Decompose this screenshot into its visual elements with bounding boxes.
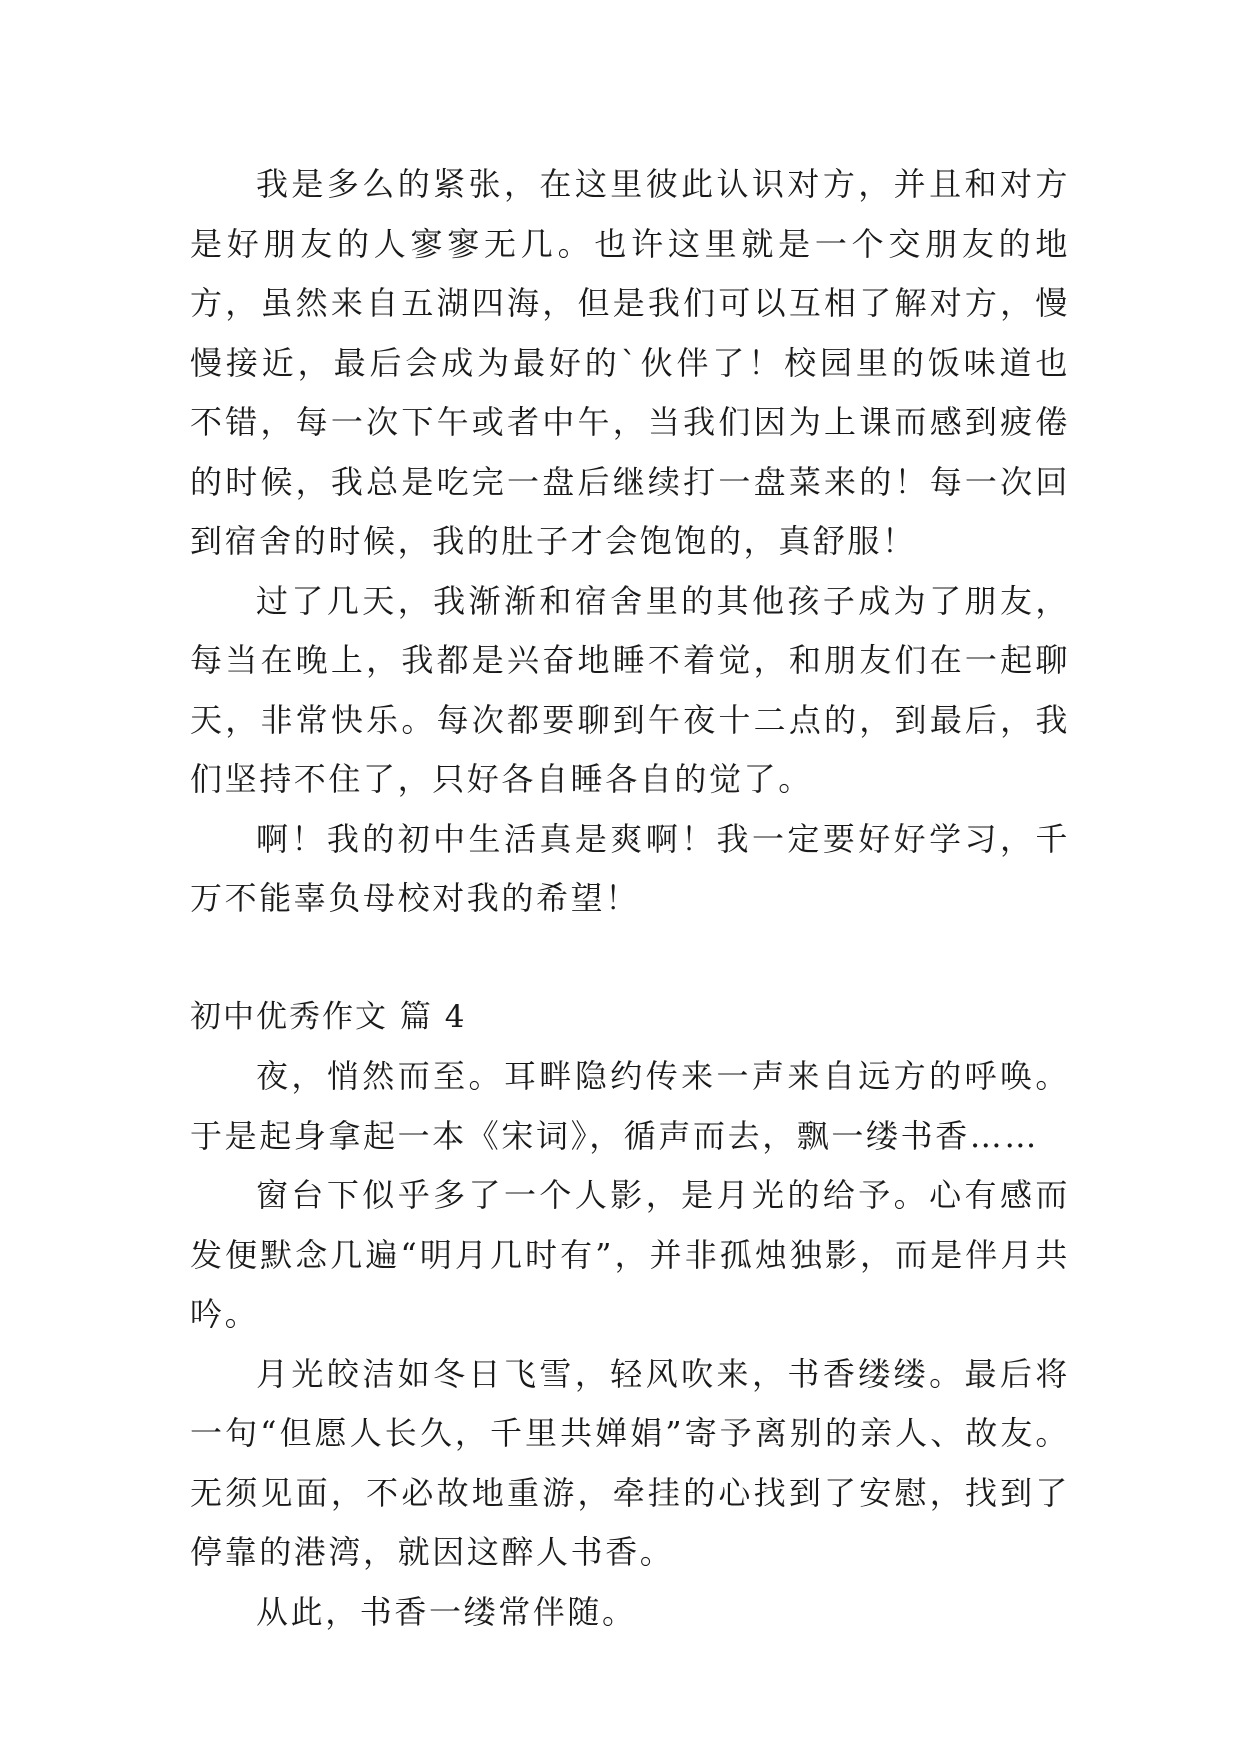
paragraph: 过了几天，我渐渐和宿舍里的其他孩子成为了朋友，每当在晚上，我都是兴奋地睡不着觉，和朋友们在一起聊天，非常快乐。每次都要聊到午夜十二点的，到最后，我们坚持不住了，只好各自睡各自的觉了。 <box>190 581 1070 798</box>
paragraph: 啊！我的初中生活真是爽啊！我一定要好好学习，千万不能辜负母校对我的希望！ <box>190 819 1070 917</box>
paragraph: 窗台下似乎多了一个人影，是月光的给予。心有感而发便默念几遍“明月几时有”，并非孤烛独影，而是伴月共吟。 <box>190 1176 1070 1333</box>
paragraph: 我是多么的紧张，在这里彼此认识对方，并且和对方是好朋友的人寥寥无几。也许这里就是一个交朋友的地方，虽然来自五湖四海，但是我们可以互相了解对方，慢慢接近，最后会成为最好的`伙伴了！校园里的饭味道也不错，每一次下午或者中午，当我们因为上课而感到疲倦的时候，我总是吃完一盘后继续打一盘菜来的！每一次回到宿舍的时候，我的肚子才会饱饱的，真舒服！ <box>190 165 1070 560</box>
paragraph: 夜，悄然而至。耳畔隐约传来一声来自远方的呼唤。于是起身拿起一本《宋词》，循声而去，飘一缕书香…… <box>190 1057 1070 1155</box>
section-heading: 初中优秀作文 篇 4 <box>190 998 467 1035</box>
paragraph: 从此，书香一缕常伴随。 <box>256 1592 637 1631</box>
document-page <box>190 155 1070 1642</box>
paragraph: 月光皎洁如冬日飞雪，轻风吹来，书香缕缕。最后将一句“但愿人长久，千里共婵娟”寄予离别的亲人、故友。无须见面，不必故地重游，牵挂的心找到了安慰，找到了停靠的港湾，就因这醉人书香。 <box>190 1354 1070 1571</box>
